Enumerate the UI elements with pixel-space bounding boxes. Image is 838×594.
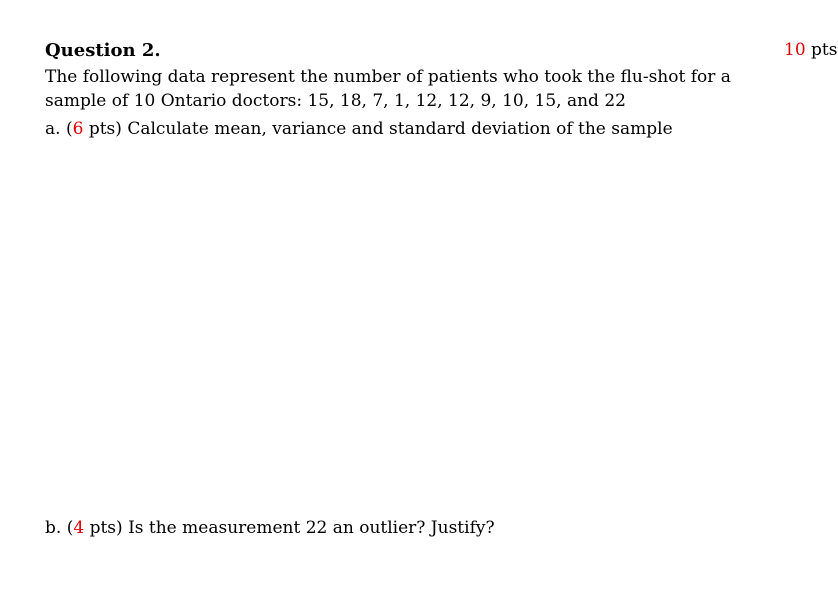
part-b-open-paren: ( <box>66 518 74 538</box>
part-b-answer-space[interactable] <box>45 550 785 590</box>
part-a-points-unit: pts) <box>88 119 122 139</box>
question-points-unit: pts <box>811 40 838 60</box>
part-a-open-paren: ( <box>65 119 73 139</box>
part-a-text: Calculate mean, variance and standard deviation of the sample <box>127 119 673 139</box>
question-points-total <box>784 40 838 60</box>
question-body: The following data represent the number of patients who took the flu-shot for a sample of 10 Ontario doctors: 15, 18, 7, 1, 12, 12, 9, 10, 15, and 22 <box>45 67 731 111</box>
part-b <box>45 518 495 538</box>
question-points-value: 10 <box>784 40 806 60</box>
part-a-points-value: 6 <box>72 119 84 139</box>
part-a <box>45 119 673 139</box>
part-a-answer-space[interactable] <box>45 150 785 500</box>
part-b-text: Is the measurement 22 an outlier? Justify? <box>128 518 495 538</box>
part-a-label: a. <box>45 119 61 139</box>
part-b-points-unit: pts) <box>89 518 123 538</box>
part-b-label: b. <box>45 518 62 538</box>
part-b-points-value: 4 <box>73 518 85 538</box>
question-title: Question 2. <box>45 40 161 61</box>
